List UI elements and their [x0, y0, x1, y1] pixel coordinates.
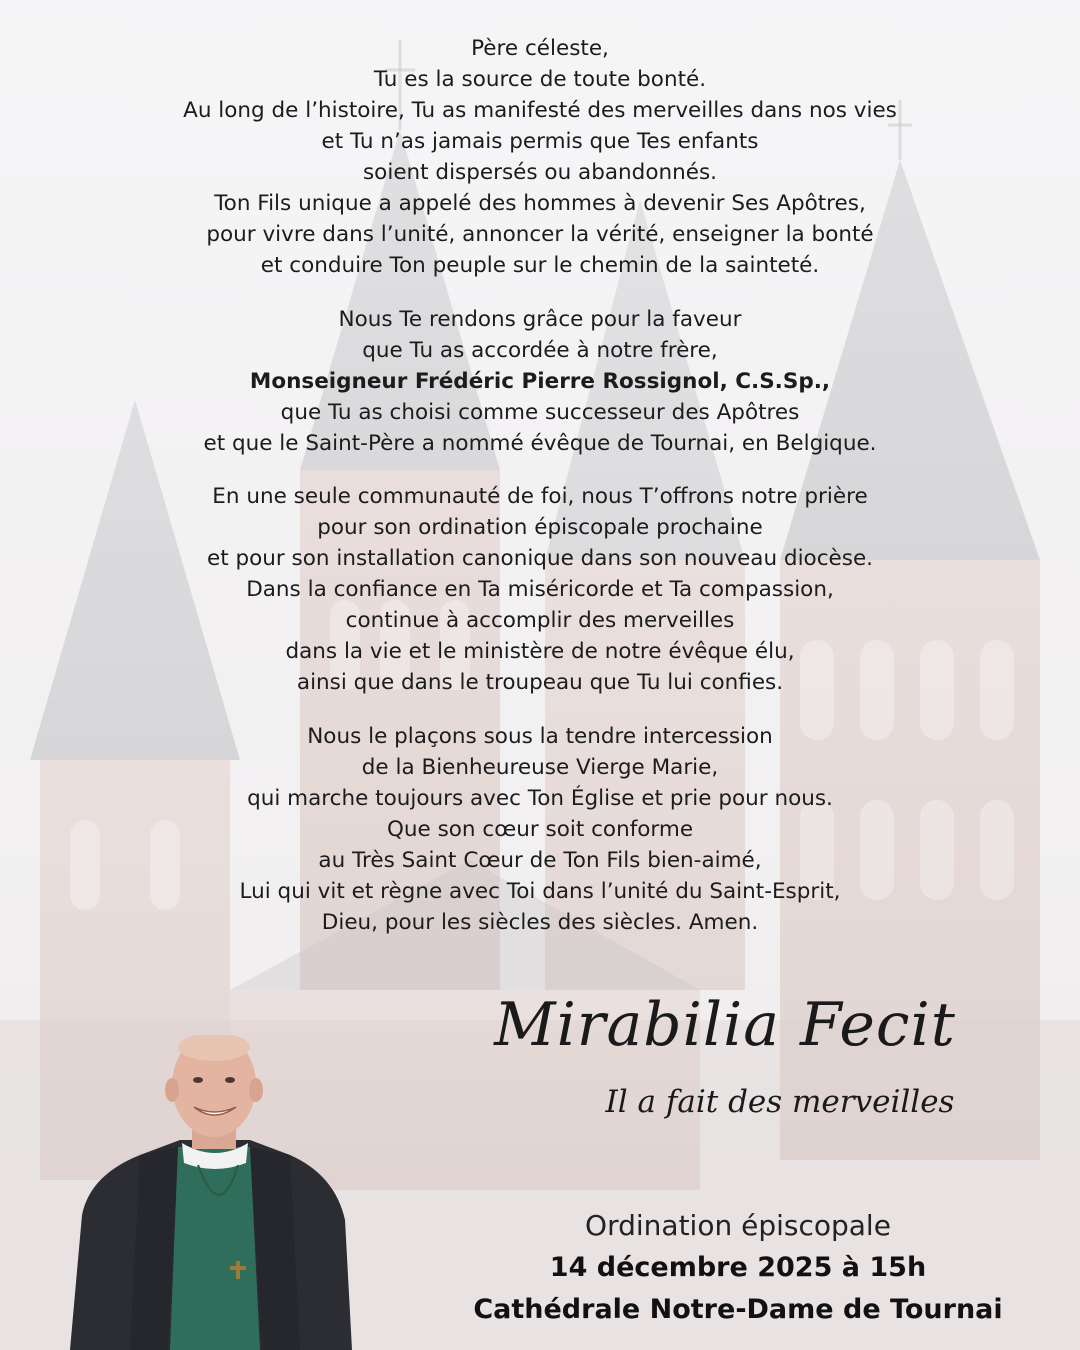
prayer-line: et conduire Ton peuple sur le chemin de la sainteté.: [260, 253, 820, 278]
prayer-line: Nous Te rendons grâce pour la faveur: [338, 307, 742, 332]
prayer-line: pour son ordination épiscopale prochaine: [317, 515, 763, 540]
prayer-line: pour vivre dans l’unité, annoncer la vérité, enseigner la bonté: [206, 222, 874, 247]
prayer-line: Père céleste,: [471, 36, 609, 61]
prayer-line: Ton Fils unique a appelé des hommes à devenir Ses Apôtres,: [214, 191, 866, 216]
motto-translation: Il a fait des merveilles: [605, 1084, 955, 1120]
prayer-line: que Tu as accordée à notre frère,: [362, 338, 718, 363]
prayer-line: de la Bienheureuse Vierge Marie,: [361, 755, 719, 780]
prayer-stanza-1: [40, 33, 1040, 281]
bishop-name: Monseigneur Frédéric Pierre Rossignol, C.S.Sp.,: [249, 369, 831, 394]
prayer-line: continue à accomplir des merveilles: [345, 608, 735, 633]
prayer-line: et Tu n’as jamais permis que Tes enfants: [321, 129, 759, 154]
event-date: 14 décembre 2025 à 15h: [549, 1252, 927, 1283]
prayer-line: Que son cœur soit conforme: [386, 817, 694, 842]
event-details: [448, 1205, 1028, 1331]
prayer-line: Tu es la source de toute bonté.: [373, 67, 707, 92]
prayer-line: et pour son installation canonique dans son nouveau diocèse.: [206, 546, 874, 571]
prayer-stanza-4: [40, 721, 1040, 938]
prayer-line: que Tu as choisi comme successeur des Apôtres: [280, 400, 800, 425]
prayer-line: dans la vie et le ministère de notre évêque élu,: [285, 639, 795, 664]
prayer-line: ainsi que dans le troupeau que Tu lui confies.: [296, 670, 784, 695]
event-location: Cathédrale Notre-Dame de Tournai: [473, 1294, 1003, 1325]
prayer-line: Dieu, pour les siècles des siècles. Amen.: [321, 910, 759, 935]
prayer-line: qui marche toujours avec Ton Église et prie pour nous.: [247, 786, 833, 811]
prayer-stanza-3: [40, 481, 1040, 698]
prayer-line: au Très Saint Cœur de Ton Fils bien-aimé,: [318, 848, 762, 873]
prayer-stanza-2: [40, 304, 1040, 459]
prayer-line: soient dispersés ou abandonnés.: [362, 160, 717, 185]
episcopal-motto: Mirabilia Fecit: [494, 990, 956, 1060]
prayer-line: Dans la confiance en Ta miséricorde et Ta compassion,: [246, 577, 834, 602]
prayer-line: Lui qui vit et règne avec Toi dans l’unité du Saint-Esprit,: [239, 879, 841, 904]
prayer-line: Nous le plaçons sous la tendre intercession: [307, 724, 773, 749]
event-title: Ordination épiscopale: [585, 1209, 891, 1242]
bishop-portrait-image: [60, 1035, 360, 1350]
prayer-line: Au long de l’histoire, Tu as manifesté des merveilles dans nos vies: [183, 98, 897, 123]
prayer-line: En une seule communauté de foi, nous T’offrons notre prière: [212, 484, 868, 509]
prayer-line: et que le Saint-Père a nommé évêque de Tournai, en Belgique.: [203, 431, 877, 456]
